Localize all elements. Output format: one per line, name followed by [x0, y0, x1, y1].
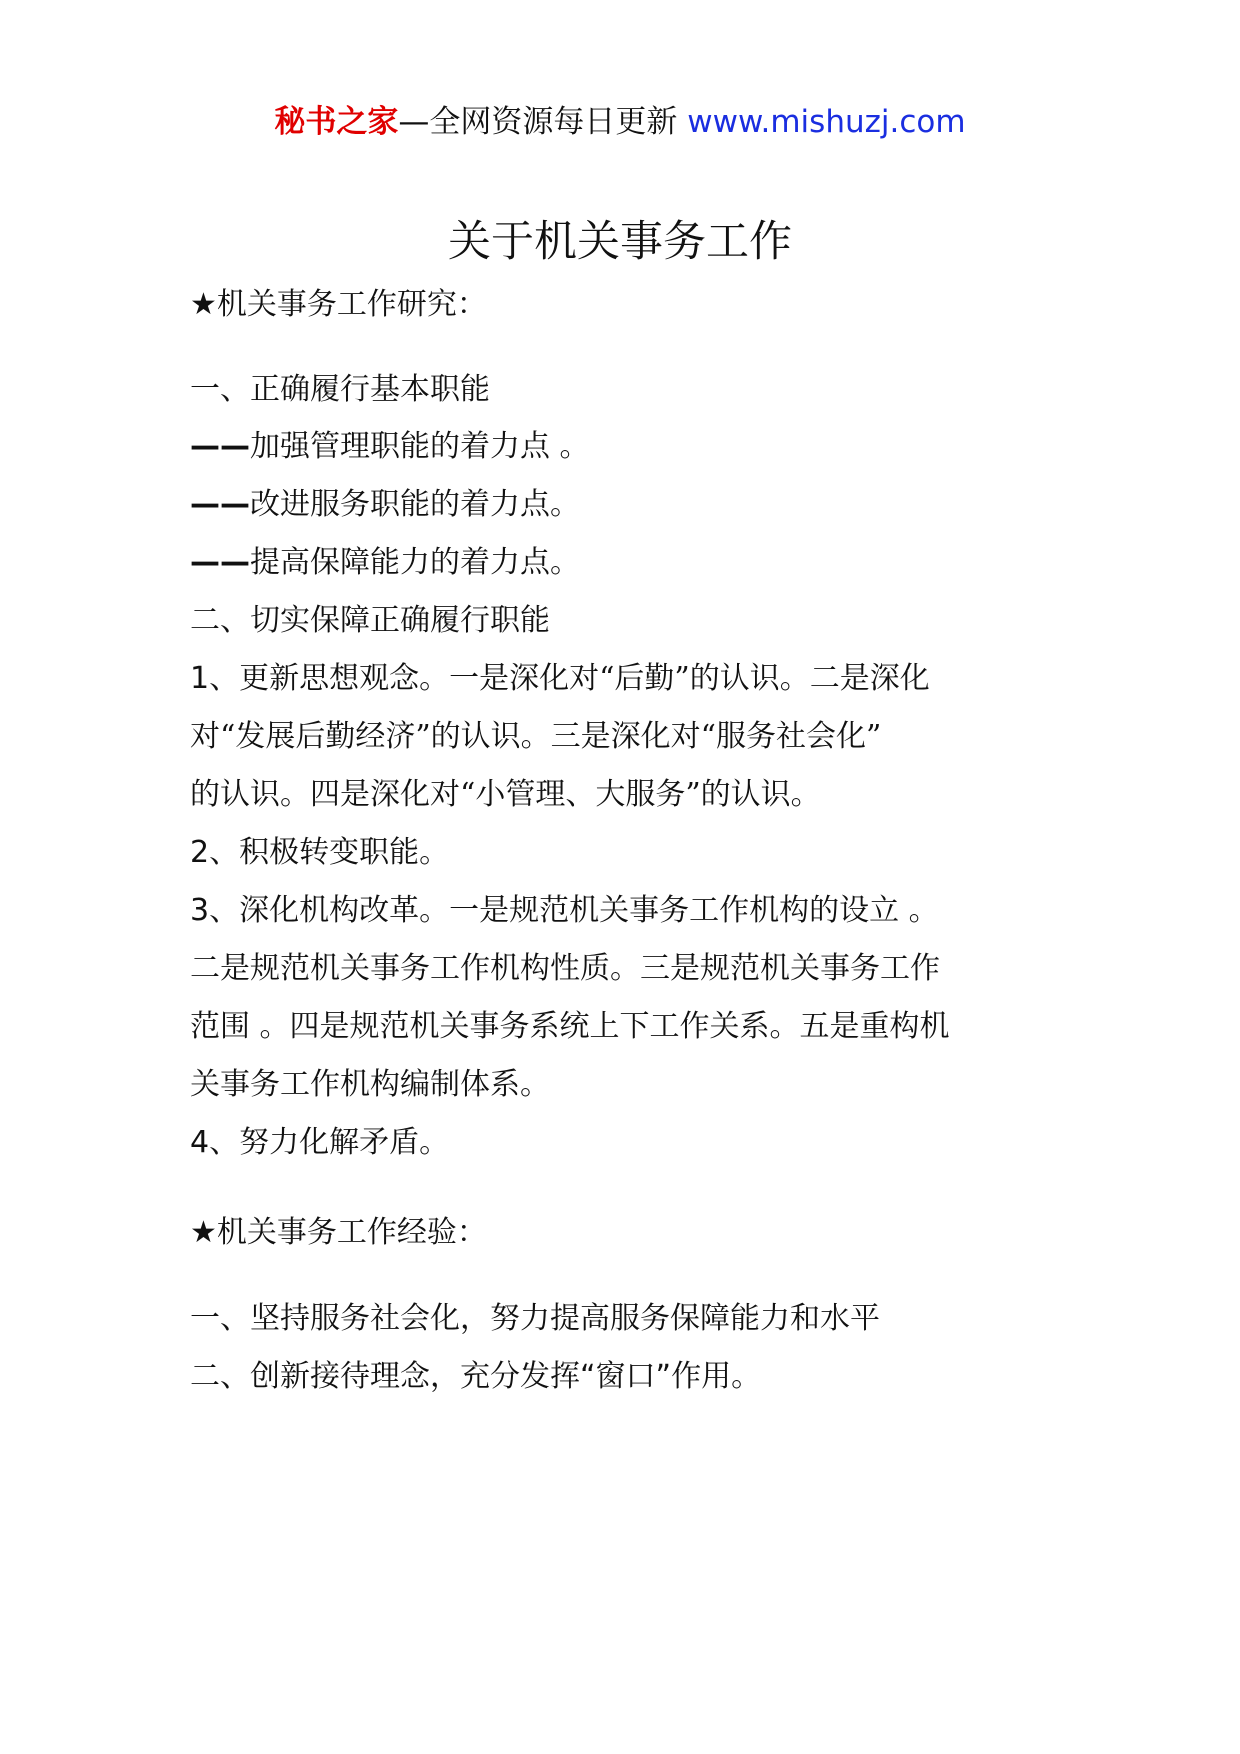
- paragraph-item-3-line: 二是规范机关事务工作机构性质。三是规范机关事务工作: [190, 951, 940, 986]
- section-heading-experience: ★机关事务工作经验：: [190, 1215, 487, 1250]
- part-heading-2: 二、切实保障正确履行职能: [190, 603, 550, 638]
- site-banner: [0, 100, 1240, 144]
- paragraph-item-1-line: 的认识。四是深化对“小管理、大服务”的认识。: [190, 777, 821, 812]
- part-heading-1: 一、正确履行基本职能: [190, 372, 490, 407]
- list-item: [190, 427, 1070, 467]
- item-number: 4: [190, 1125, 210, 1160]
- banner-url-link[interactable]: www.mishuzj.com: [687, 104, 966, 140]
- document-title: 关于机关事务工作: [448, 217, 792, 267]
- dash-marker: ——: [190, 545, 250, 580]
- list-item-text: 加强管理职能的着力点 。: [250, 429, 590, 464]
- paragraph-item-1-line: [190, 659, 1070, 699]
- paragraph-text: 、积极转变职能。: [209, 835, 450, 870]
- paragraph-item-3-line: [190, 891, 1070, 931]
- experience-item-2: 二、创新接待理念，充分发挥“窗口”作用。: [190, 1359, 762, 1394]
- section-heading-research: ★机关事务工作研究：: [190, 287, 487, 322]
- banner-tagline: —全网资源每日更新: [398, 104, 688, 140]
- paragraph-item-1-line: 对“发展后勤经济”的认识。三是深化对“服务社会化”: [190, 719, 882, 754]
- item-number: 3: [190, 893, 210, 928]
- item-number: 1: [190, 661, 210, 696]
- paragraph-text: 、更新思想观念。一是深化对“后勤”的认识。二是深化: [209, 661, 930, 696]
- list-item: [190, 485, 1070, 525]
- experience-item-1: 一、坚持服务社会化，努力提高服务保障能力和水平: [190, 1301, 880, 1336]
- paragraph-item-4: [190, 1123, 1070, 1163]
- dash-marker: ——: [190, 429, 250, 464]
- paragraph-item-2: [190, 833, 1070, 873]
- list-item-text: 改进服务职能的着力点。: [250, 487, 580, 522]
- banner-brand: 秘书之家: [274, 104, 399, 140]
- paragraph-text: 、深化机构改革。一是规范机关事务工作机构的设立 。: [209, 893, 939, 928]
- item-number: 2: [190, 835, 210, 870]
- paragraph-item-3-line: 范围 。四是规范机关事务系统上下工作关系。五是重构机: [190, 1009, 950, 1044]
- paragraph-item-3-line: 关事务工作机构编制体系。: [190, 1067, 550, 1102]
- list-item: [190, 543, 1070, 583]
- list-item-text: 提高保障能力的着力点。: [250, 545, 580, 580]
- dash-marker: ——: [190, 487, 250, 522]
- paragraph-text: 、努力化解矛盾。: [209, 1125, 450, 1160]
